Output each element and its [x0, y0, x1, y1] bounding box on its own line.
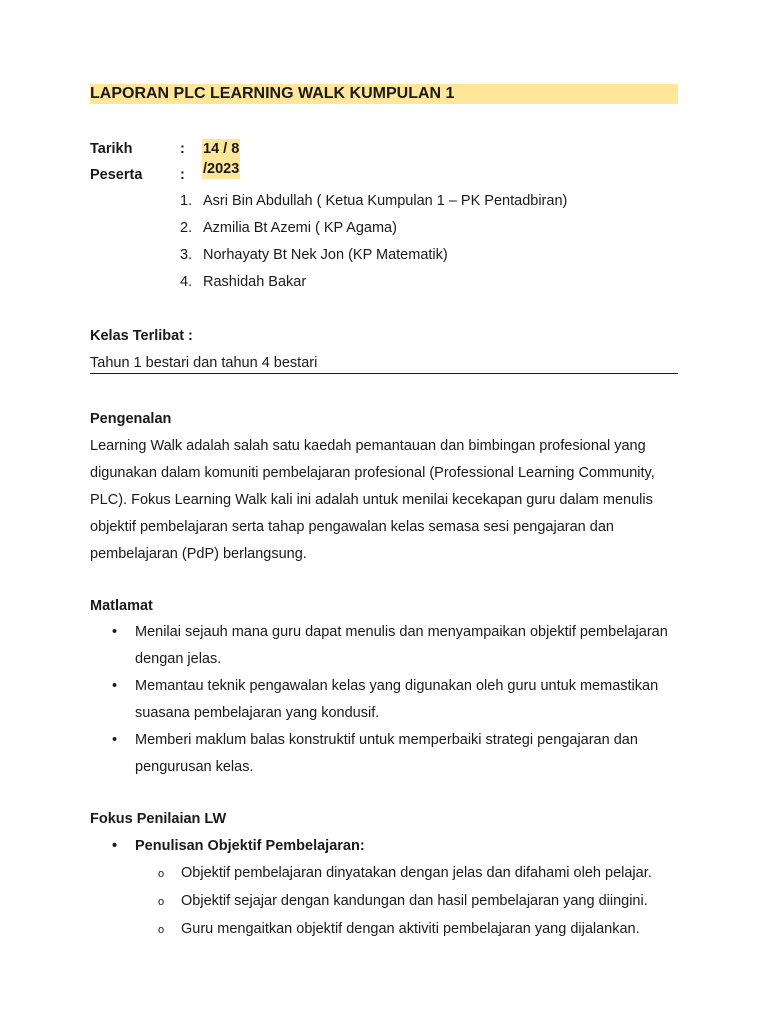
fokus-sub-item [158, 863, 678, 891]
pengenalan-heading: Pengenalan [90, 411, 172, 427]
fokus-sub-text: Objektif sejajar dengan kandungan dan hasil pembelajaran yang diingini. [181, 893, 648, 909]
bullet-icon: • [112, 838, 118, 854]
fokus-heading: Fokus Penilaian LW [90, 811, 227, 827]
kelas-heading: Kelas Terlibat : [90, 328, 193, 344]
fokus-sub-text: Objektif pembelajaran dinyatakan dengan jelas dan difahami oleh pelajar. [181, 865, 652, 881]
peserta-item [180, 272, 567, 299]
fokus-sub-list [158, 863, 678, 947]
peserta-name: Norhayaty Bt Nek Jon (KP Matematik) [203, 247, 448, 263]
peserta-name: Rashidah Bakar [203, 274, 307, 290]
matlamat-text: Memantau teknik pengawalan kelas yang digunakan oleh guru untuk memastikan suasana pembelajaran yang kondusif. [135, 678, 659, 721]
tarikh-label: Tarikh [90, 141, 133, 157]
peserta-num: 4. [180, 274, 193, 290]
fokus-sub-text: Guru mengaitkan objektif dengan aktiviti pembelajaran yang dijalankan. [181, 921, 640, 937]
matlamat-list [112, 619, 672, 781]
fokus-list [112, 833, 672, 860]
fokus-sub-item [158, 919, 678, 947]
pengenalan-text: Learning Walk adalah salah satu kaedah pemantauan dan bimbingan profesional yang digunakan dalam komuniti pembelajaran profesional (Professional Learning Community, PLC). Fokus Learning Walk kali ini adalah untuk menilai kecekapan guru dalam menulis objektif pembelajaran serta tahap pengawalan kelas semasa sesi pengajaran dan pembelajaran (PdP) berlangsung. [90, 438, 655, 562]
peserta-name: Asri Bin Abdullah ( Ketua Kumpulan 1 – PK Pentadbiran) [203, 193, 568, 209]
fokus-item-text: Penulisan Objektif Pembelajaran: [135, 838, 365, 854]
peserta-item [180, 191, 567, 218]
peserta-colon: : [180, 167, 185, 183]
peserta-item [180, 245, 567, 272]
bullet-icon: • [112, 624, 118, 640]
tarikh-value: 14 / 8 /2023 [203, 141, 240, 177]
matlamat-item [112, 673, 672, 727]
bullet-icon: • [112, 732, 118, 748]
tarikh-colon: : [180, 141, 185, 157]
matlamat-heading: Matlamat [90, 598, 153, 614]
peserta-item [180, 218, 567, 245]
report-title: LAPORAN PLC LEARNING WALK KUMPULAN 1 [90, 84, 678, 104]
circle-bullet-icon: o [158, 868, 165, 880]
fokus-sub-item [158, 891, 678, 919]
matlamat-text: Menilai sejauh mana guru dapat menulis dan menyampaikan objektif pembelajaran dengan jelas. [135, 624, 668, 667]
kelas-value: Tahun 1 bestari dan tahun 4 bestari [90, 353, 678, 374]
peserta-num: 1. [180, 193, 193, 209]
peserta-num: 3. [180, 247, 193, 263]
fokus-item [112, 833, 672, 860]
peserta-num: 2. [180, 220, 193, 236]
peserta-label: Peserta [90, 167, 143, 183]
peserta-list [180, 191, 567, 299]
matlamat-text: Memberi maklum balas konstruktif untuk memperbaiki strategi pengajaran dan pengurusan kelas. [135, 732, 638, 775]
peserta-name: Azmilia Bt Azemi ( KP Agama) [203, 220, 397, 236]
circle-bullet-icon: o [158, 896, 165, 908]
bullet-icon: • [112, 678, 118, 694]
circle-bullet-icon: o [158, 924, 165, 936]
matlamat-item [112, 619, 672, 673]
matlamat-item [112, 727, 672, 781]
